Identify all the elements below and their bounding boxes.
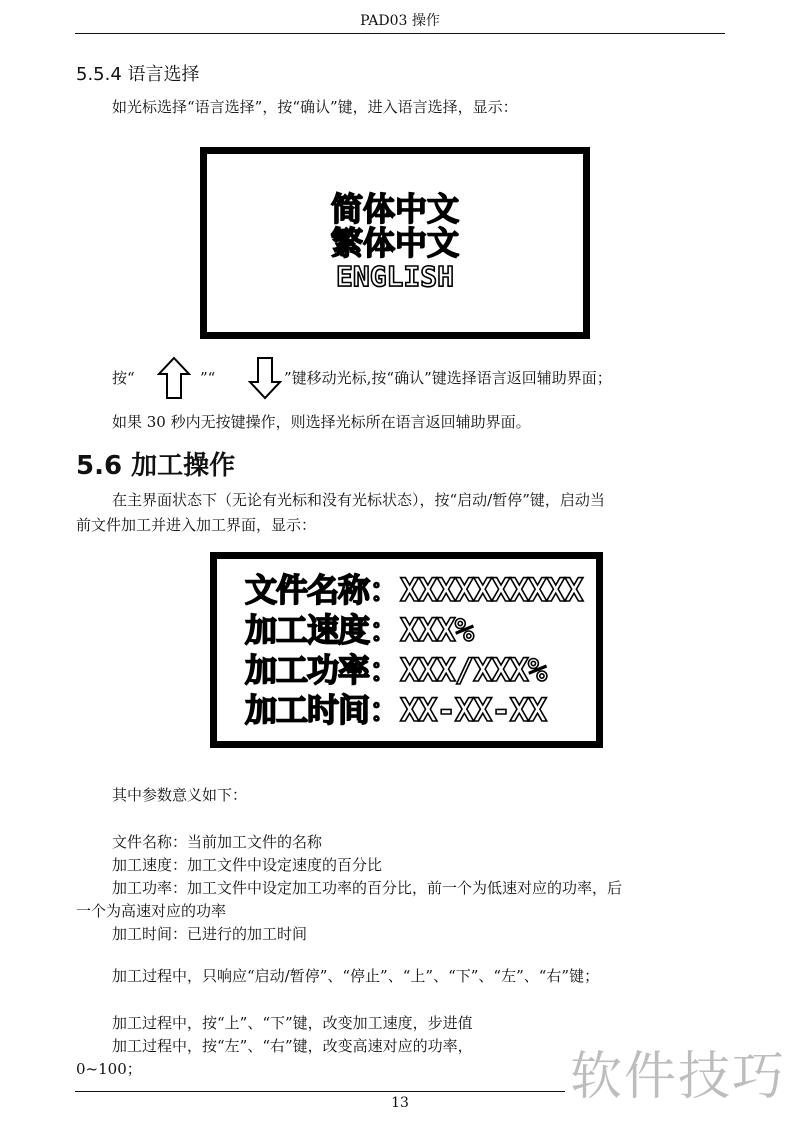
processing-screen <box>210 552 603 748</box>
menu-item-simplified-chinese: 简体中文 <box>330 190 459 228</box>
processing-intro-line2: 前文件加工并进入加工界面，显示： <box>76 516 317 534</box>
page-header-title: PAD03 操作 <box>360 13 440 29</box>
language-screen <box>200 147 590 339</box>
timeout-note: 如果 30 秒内无按键操作，则选择光标所在语言返回辅助界面。 <box>112 413 531 431</box>
language-intro: 如光标选择“语言选择”，按“确认”键，进入语言选择，显示： <box>112 98 518 116</box>
page-number: 13 <box>391 1095 409 1111</box>
arrow-down-icon <box>248 356 282 400</box>
screen-time: 加工时间：XX-XX-XX <box>245 691 547 729</box>
param-file-name: 文件名称：当前加工文件的名称 <box>112 833 323 851</box>
response-keys: 加工过程中，只响应“启动/暂停”、“停止”、“上”、“下”、“左”、“右”键； <box>112 967 600 985</box>
adjust-speed: 加工过程中，按“上”、“下”键，改变加工速度，步进值 <box>112 1014 473 1032</box>
watermark: 软件技巧 <box>570 1047 787 1107</box>
section-heading-5-6: 5.6 加工操作 <box>76 451 236 481</box>
adjust-power: 加工过程中，按“左”、“右”键，改变高速对应的功率， <box>112 1037 473 1055</box>
processing-intro-line1: 在主界面状态下（无论有光标和没有光标状态），按“启动/暂停”键，启动当 <box>112 491 605 509</box>
menu-item-english: ENGLISH <box>335 260 454 293</box>
param-time: 加工时间：已进行的加工时间 <box>112 925 308 943</box>
power-range: 0~100； <box>76 1060 142 1078</box>
screen-file-name: 文件名称：XXXXXXXXXX <box>245 571 583 609</box>
param-power: 加工功率：加工文件中设定加工功率的百分比，前一个为低速对应的功率，后 <box>112 879 623 897</box>
screen-power: 加工功率：XXX/XXX% <box>245 651 547 689</box>
arrow-up-icon <box>157 356 191 400</box>
section-heading-5-5-4: 5.5.4 语言选择 <box>76 64 200 85</box>
nav-suffix: ”键移动光标,按“确认”键选择语言返回辅助界面； <box>284 369 612 387</box>
menu-item-traditional-chinese: 繁体中文 <box>330 224 459 262</box>
header-rule <box>75 33 725 34</box>
nav-mid: ”“ <box>200 369 216 387</box>
param-power-cont: 一个为高速对应的功率 <box>76 902 227 920</box>
screen-speed: 加工速度：XXX% <box>245 611 474 649</box>
footer-rule <box>75 1091 565 1092</box>
param-speed: 加工速度：加工文件中设定速度的百分比 <box>112 856 383 874</box>
params-title: 其中参数意义如下： <box>112 786 248 804</box>
nav-prefix: 按“ <box>112 369 135 387</box>
